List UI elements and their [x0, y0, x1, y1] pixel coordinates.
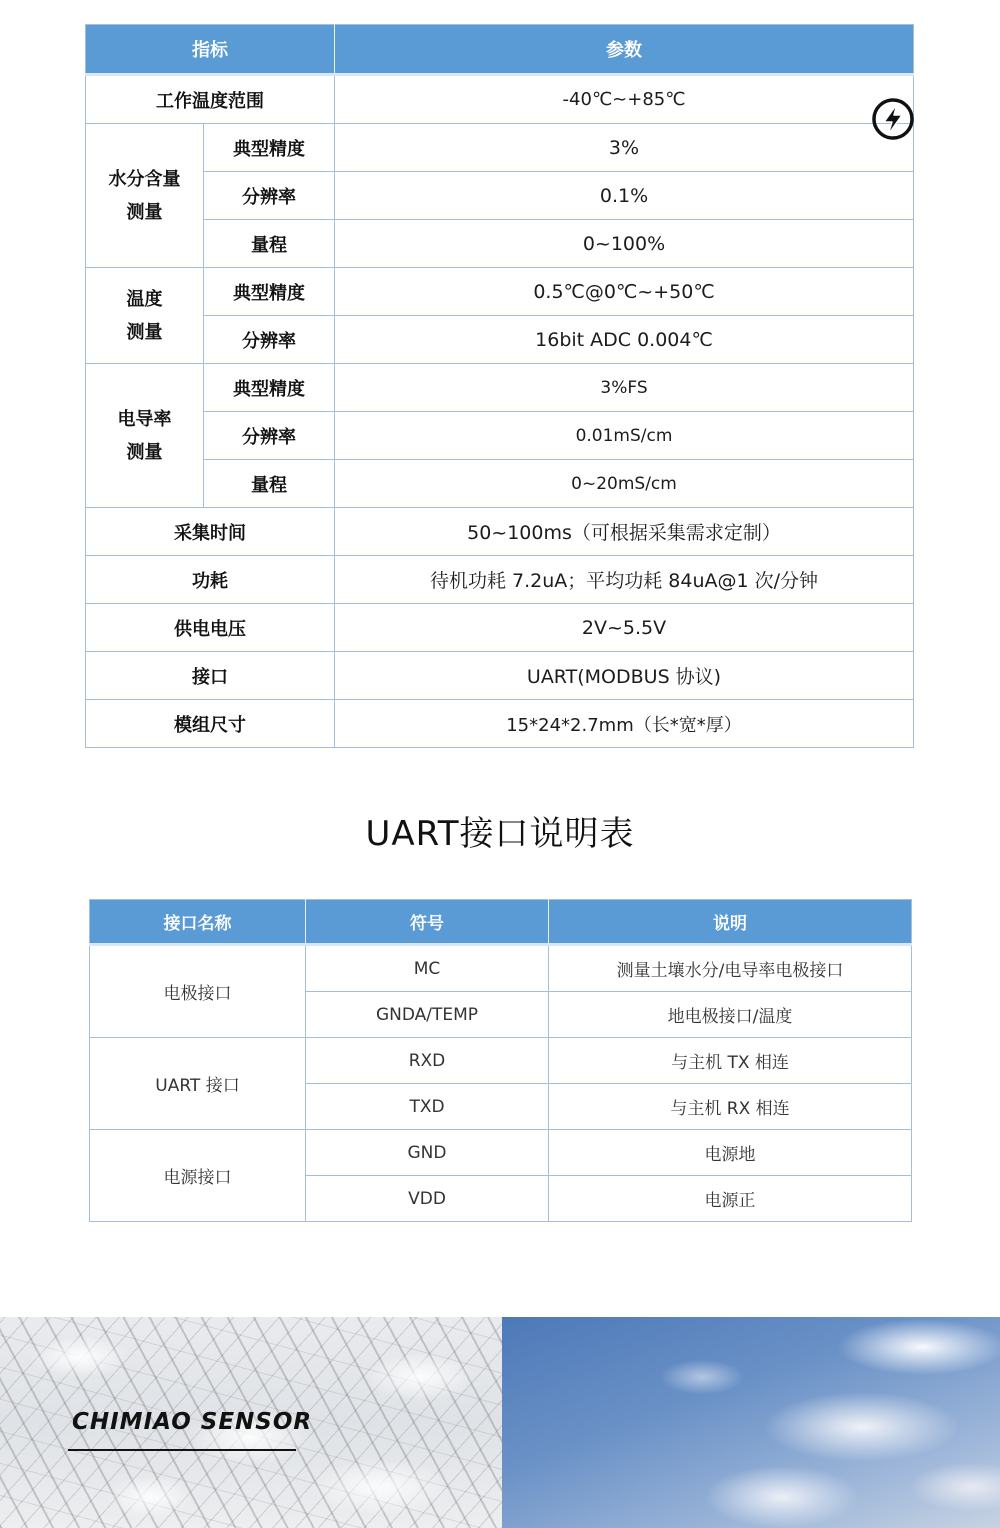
lightning-bolt-icon — [870, 96, 916, 142]
sky-photo — [502, 1317, 1000, 1528]
uart-table-title: UART接口说明表 — [365, 814, 635, 854]
brand-underline — [68, 1449, 296, 1451]
table-row — [86, 220, 914, 268]
table-row — [86, 508, 914, 556]
group-label-line: 电导率 — [117, 408, 172, 430]
interface-name: UART 接口 — [90, 1038, 306, 1130]
row-label: 量程 — [204, 460, 335, 508]
brand-text: CHIMIAO SENSOR — [72, 1409, 313, 1435]
group-label-temperature — [86, 268, 204, 364]
table-row — [86, 652, 914, 700]
row-value: -40℃~+85℃ — [335, 75, 914, 124]
table-row — [86, 700, 914, 748]
row-label: 工作温度范围 — [86, 75, 335, 124]
interface-desc: 与主机 TX 相连 — [549, 1038, 912, 1084]
table-row — [86, 364, 914, 412]
row-label: 分辨率 — [204, 172, 335, 220]
uart-header-desc: 说明 — [549, 900, 912, 945]
row-value: 3% — [335, 124, 914, 172]
row-label: 模组尺寸 — [86, 700, 335, 748]
table-row — [90, 1038, 912, 1084]
row-label: 典型精度 — [204, 268, 335, 316]
photo-banner — [0, 1317, 1000, 1528]
row-value: 0~100% — [335, 220, 914, 268]
interface-desc: 与主机 RX 相连 — [549, 1084, 912, 1130]
uart-header-symbol: 符号 — [306, 900, 549, 945]
interface-name: 电源接口 — [90, 1130, 306, 1222]
interface-symbol: TXD — [306, 1084, 549, 1130]
row-value: 0~20mS/cm — [335, 460, 914, 508]
row-label: 量程 — [204, 220, 335, 268]
uart-header-name: 接口名称 — [90, 900, 306, 945]
row-value: 3%FS — [335, 364, 914, 412]
row-label: 供电电压 — [86, 604, 335, 652]
interface-symbol: VDD — [306, 1176, 549, 1222]
interface-desc: 测量土壤水分/电导率电极接口 — [549, 945, 912, 992]
spec-header-indicator: 指标 — [86, 25, 335, 75]
spec-header-row — [86, 25, 914, 75]
group-label-moisture — [86, 124, 204, 268]
table-row — [86, 172, 914, 220]
row-label: 功耗 — [86, 556, 335, 604]
row-value: UART(MODBUS 协议) — [335, 652, 914, 700]
interface-desc: 地电极接口/温度 — [549, 992, 912, 1038]
row-label: 分辨率 — [204, 412, 335, 460]
table-row — [86, 412, 914, 460]
table-row — [86, 124, 914, 172]
spec-header-parameter: 参数 — [335, 25, 914, 75]
row-label: 采集时间 — [86, 508, 335, 556]
row-label: 分辨率 — [204, 316, 335, 364]
group-label-line: 测量 — [126, 321, 163, 343]
group-label-line: 温度 — [126, 288, 163, 310]
row-value: 2V~5.5V — [335, 604, 914, 652]
interface-symbol: GNDA/TEMP — [306, 992, 549, 1038]
interface-name: 电极接口 — [90, 945, 306, 1038]
group-label-conductivity — [86, 364, 204, 508]
table-row — [86, 268, 914, 316]
group-label-line: 测量 — [126, 201, 163, 223]
snow-tree-photo — [0, 1317, 502, 1528]
row-value: 16bit ADC 0.004℃ — [335, 316, 914, 364]
row-value: 15*24*2.7mm（长*宽*厚） — [335, 700, 914, 748]
row-label: 典型精度 — [204, 124, 335, 172]
row-value: 0.1% — [335, 172, 914, 220]
row-label: 典型精度 — [204, 364, 335, 412]
table-row — [90, 945, 912, 992]
table-row — [86, 604, 914, 652]
interface-desc: 电源正 — [549, 1176, 912, 1222]
interface-desc: 电源地 — [549, 1130, 912, 1176]
uart-header-row — [90, 900, 912, 945]
row-value: 50~100ms（可根据采集需求定制） — [335, 508, 914, 556]
row-label: 接口 — [86, 652, 335, 700]
interface-symbol: RXD — [306, 1038, 549, 1084]
interface-symbol: GND — [306, 1130, 549, 1176]
table-row — [86, 75, 914, 124]
row-value: 待机功耗 7.2uA；平均功耗 84uA@1 次/分钟 — [335, 556, 914, 604]
row-value: 0.5℃@0℃~+50℃ — [335, 268, 914, 316]
group-label-line: 水分含量 — [108, 168, 181, 190]
table-row — [90, 1130, 912, 1176]
interface-symbol: MC — [306, 945, 549, 992]
table-row — [86, 556, 914, 604]
row-value: 0.01mS/cm — [335, 412, 914, 460]
uart-table — [89, 899, 912, 1222]
group-label-line: 测量 — [126, 441, 163, 463]
table-row — [86, 460, 914, 508]
spec-table — [85, 24, 914, 748]
table-row — [86, 316, 914, 364]
